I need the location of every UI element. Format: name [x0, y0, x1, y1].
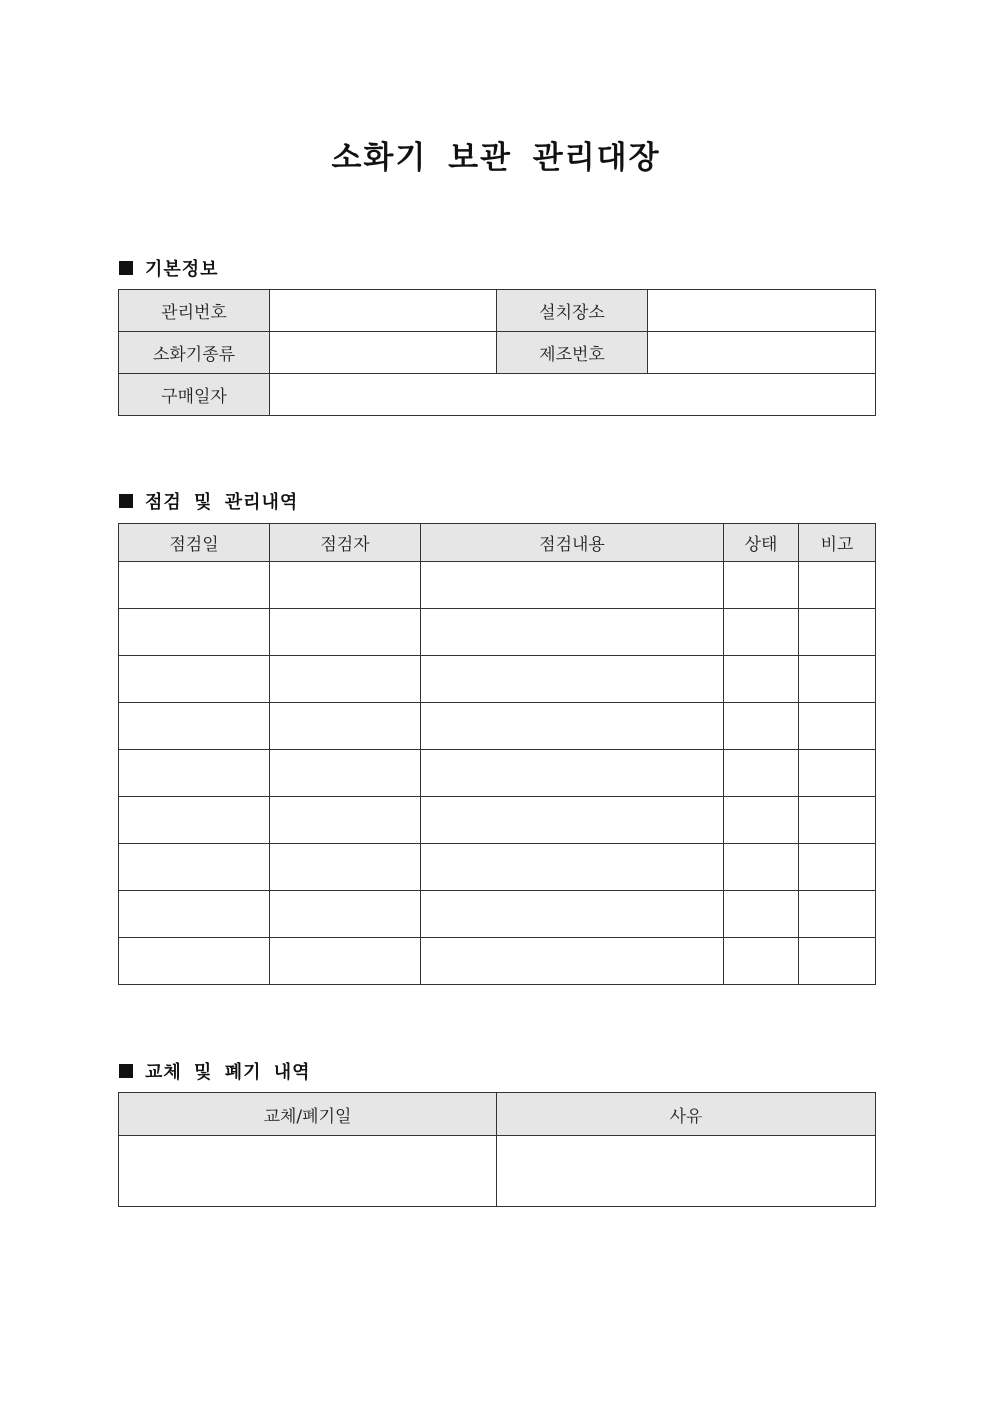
- extinguisher-type-field[interactable]: [270, 332, 497, 374]
- replacement-header-row: [119, 1093, 876, 1136]
- inspector-cell[interactable]: [270, 844, 421, 891]
- square-bullet-icon: [119, 261, 133, 275]
- column-header: 점검내용: [421, 524, 724, 562]
- inspector-cell[interactable]: [270, 891, 421, 938]
- square-bullet-icon: [119, 1064, 133, 1078]
- status-cell[interactable]: [724, 891, 799, 938]
- table-row: [119, 562, 876, 609]
- inspection-date-cell[interactable]: [119, 609, 270, 656]
- table-row: [119, 750, 876, 797]
- inspector-cell[interactable]: [270, 703, 421, 750]
- inspection-header-row: [119, 524, 876, 562]
- table-row: [119, 938, 876, 985]
- inspection-date-cell[interactable]: [119, 891, 270, 938]
- section-heading-text: 교체 및 폐기 내역: [145, 1062, 311, 1083]
- column-header: 점검자: [270, 524, 421, 562]
- inspection-date-cell[interactable]: [119, 938, 270, 985]
- status-cell[interactable]: [724, 750, 799, 797]
- replacement-date-cell[interactable]: [119, 1136, 497, 1207]
- inspection-date-cell[interactable]: [119, 797, 270, 844]
- inspection-details-cell[interactable]: [421, 844, 724, 891]
- status-cell[interactable]: [724, 938, 799, 985]
- column-header: 상태: [724, 524, 799, 562]
- inspector-cell[interactable]: [270, 609, 421, 656]
- table-row: [119, 1136, 876, 1207]
- inspection-details-cell[interactable]: [421, 562, 724, 609]
- management-no-label: 관리번호: [119, 290, 270, 332]
- status-cell[interactable]: [724, 844, 799, 891]
- remarks-cell[interactable]: [799, 797, 876, 844]
- purchase-date-field[interactable]: [270, 374, 876, 416]
- inspector-cell[interactable]: [270, 797, 421, 844]
- page-title: 소화기 보관 관리대장: [331, 140, 661, 176]
- inspection-details-cell[interactable]: [421, 750, 724, 797]
- table-row: [119, 609, 876, 656]
- inspection-details-cell[interactable]: [421, 797, 724, 844]
- inspection-date-cell[interactable]: [119, 844, 270, 891]
- extinguisher-type-label: 소화기종류: [119, 332, 270, 374]
- remarks-cell[interactable]: [799, 562, 876, 609]
- inspection-details-cell[interactable]: [421, 609, 724, 656]
- status-cell[interactable]: [724, 562, 799, 609]
- table-row: [119, 797, 876, 844]
- remarks-cell[interactable]: [799, 938, 876, 985]
- section-heading-inspection: [119, 488, 298, 514]
- remarks-cell[interactable]: [799, 656, 876, 703]
- column-header: 점검일: [119, 524, 270, 562]
- inspection-details-cell[interactable]: [421, 703, 724, 750]
- column-header: 사유: [497, 1093, 876, 1136]
- section-heading-replacement: [119, 1058, 311, 1084]
- status-cell[interactable]: [724, 609, 799, 656]
- inspection-details-cell[interactable]: [421, 656, 724, 703]
- basic-info-table: [118, 289, 876, 416]
- inspector-cell[interactable]: [270, 562, 421, 609]
- table-row: [119, 891, 876, 938]
- column-header: 교체/폐기일: [119, 1093, 497, 1136]
- location-field[interactable]: [648, 290, 876, 332]
- table-row: [119, 703, 876, 750]
- section-heading-text: 기본정보: [145, 259, 219, 280]
- inspection-date-cell[interactable]: [119, 656, 270, 703]
- table-row: [119, 656, 876, 703]
- management-no-field[interactable]: [270, 290, 497, 332]
- status-cell[interactable]: [724, 797, 799, 844]
- square-bullet-icon: [119, 494, 133, 508]
- status-cell[interactable]: [724, 703, 799, 750]
- remarks-cell[interactable]: [799, 750, 876, 797]
- remarks-cell[interactable]: [799, 609, 876, 656]
- remarks-cell[interactable]: [799, 891, 876, 938]
- replacement-table: [118, 1092, 876, 1207]
- remarks-cell[interactable]: [799, 844, 876, 891]
- inspection-table: [118, 523, 876, 985]
- remarks-cell[interactable]: [799, 703, 876, 750]
- inspector-cell[interactable]: [270, 938, 421, 985]
- inspection-details-cell[interactable]: [421, 938, 724, 985]
- reason-cell[interactable]: [497, 1136, 876, 1207]
- table-row: [119, 844, 876, 891]
- inspection-date-cell[interactable]: [119, 750, 270, 797]
- inspector-cell[interactable]: [270, 656, 421, 703]
- location-label: 설치장소: [497, 290, 648, 332]
- section-heading-text: 점검 및 관리내역: [145, 492, 299, 513]
- column-header: 비고: [799, 524, 876, 562]
- serial-no-label: 제조번호: [497, 332, 648, 374]
- inspection-date-cell[interactable]: [119, 703, 270, 750]
- status-cell[interactable]: [724, 656, 799, 703]
- inspection-details-cell[interactable]: [421, 891, 724, 938]
- inspection-date-cell[interactable]: [119, 562, 270, 609]
- purchase-date-label: 구매일자: [119, 374, 270, 416]
- inspector-cell[interactable]: [270, 750, 421, 797]
- serial-no-field[interactable]: [648, 332, 876, 374]
- section-heading-basic: [119, 255, 219, 281]
